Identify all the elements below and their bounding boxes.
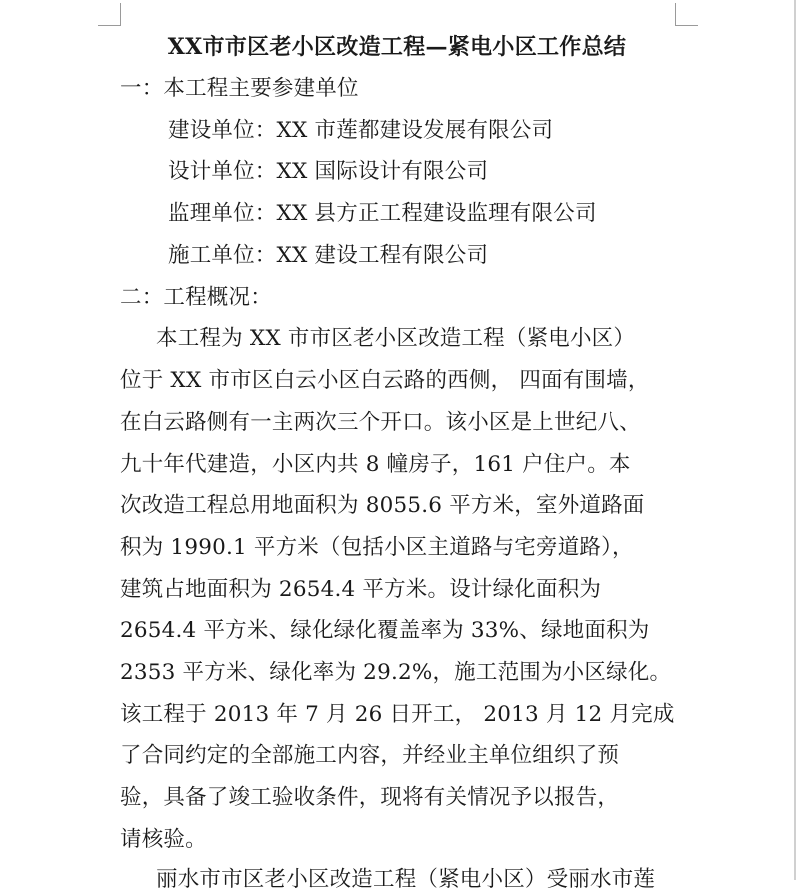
overview-line: 该工程于 2013 年 7 月 26 日开工， 2013 月 12 月完成 — [120, 702, 675, 727]
unit-supervision: 监理单位：XX 县方正工程建设监理有限公司 — [168, 201, 597, 226]
overview-line: 次改造工程总用地面积为 8055.6 平方米，室外道路面 — [120, 493, 645, 518]
unit-contractor: 施工单位：XX 建设工程有限公司 — [168, 243, 489, 268]
overview-line: 九十年代建造，小区内共 8 幢房子，161 户住户。本 — [120, 452, 631, 477]
overview-line: 验，具备了竣工验收条件，现将有关情况予以报告， — [120, 785, 620, 810]
section2-heading: 二：工程概况： — [120, 285, 272, 310]
document-title: XX市市区老小区改造工程—紧电小区工作总结 — [167, 34, 627, 60]
overview-line: 2353 平方米、绿化率为 29.2%，施工范围为小区绿化。 — [120, 660, 672, 685]
unit-construction: 建设单位：XX 市莲都建设发展有限公司 — [168, 118, 554, 143]
section1-heading: 一：本工程主要参建单位 — [120, 76, 359, 101]
overview-line: 积为 1990.1 平方米（包括小区主道路与宅旁道路）， — [120, 535, 634, 560]
overview-line: 建筑占地面积为 2654.4 平方米。设计绿化面积为 — [120, 577, 602, 602]
crop-mark-top-right — [675, 3, 698, 26]
overview-line: 位于 XX 市市区白云小区白云路的西侧， 四面有围墙， — [120, 368, 650, 393]
overview-line: 了合同约定的全部施工内容，并经业主单位组织了预 — [120, 743, 620, 768]
next-paragraph-partial: 丽水市市区老小区改造工程（紧电小区）受丽水市莲 — [156, 867, 656, 892]
overview-line: 在白云路侧有一主两次三个开口。该小区是上世纪八、 — [120, 410, 641, 435]
unit-design: 设计单位：XX 国际设计有限公司 — [168, 159, 489, 184]
overview-line: 2654.4 平方米、绿化绿化覆盖率为 33%、绿地面积为 — [120, 618, 650, 643]
overview-line: 请核验。 — [120, 827, 207, 852]
overview-line: 本工程为 XX 市市区老小区改造工程（紧电小区） — [156, 326, 636, 351]
crop-mark-top-left — [98, 3, 121, 26]
